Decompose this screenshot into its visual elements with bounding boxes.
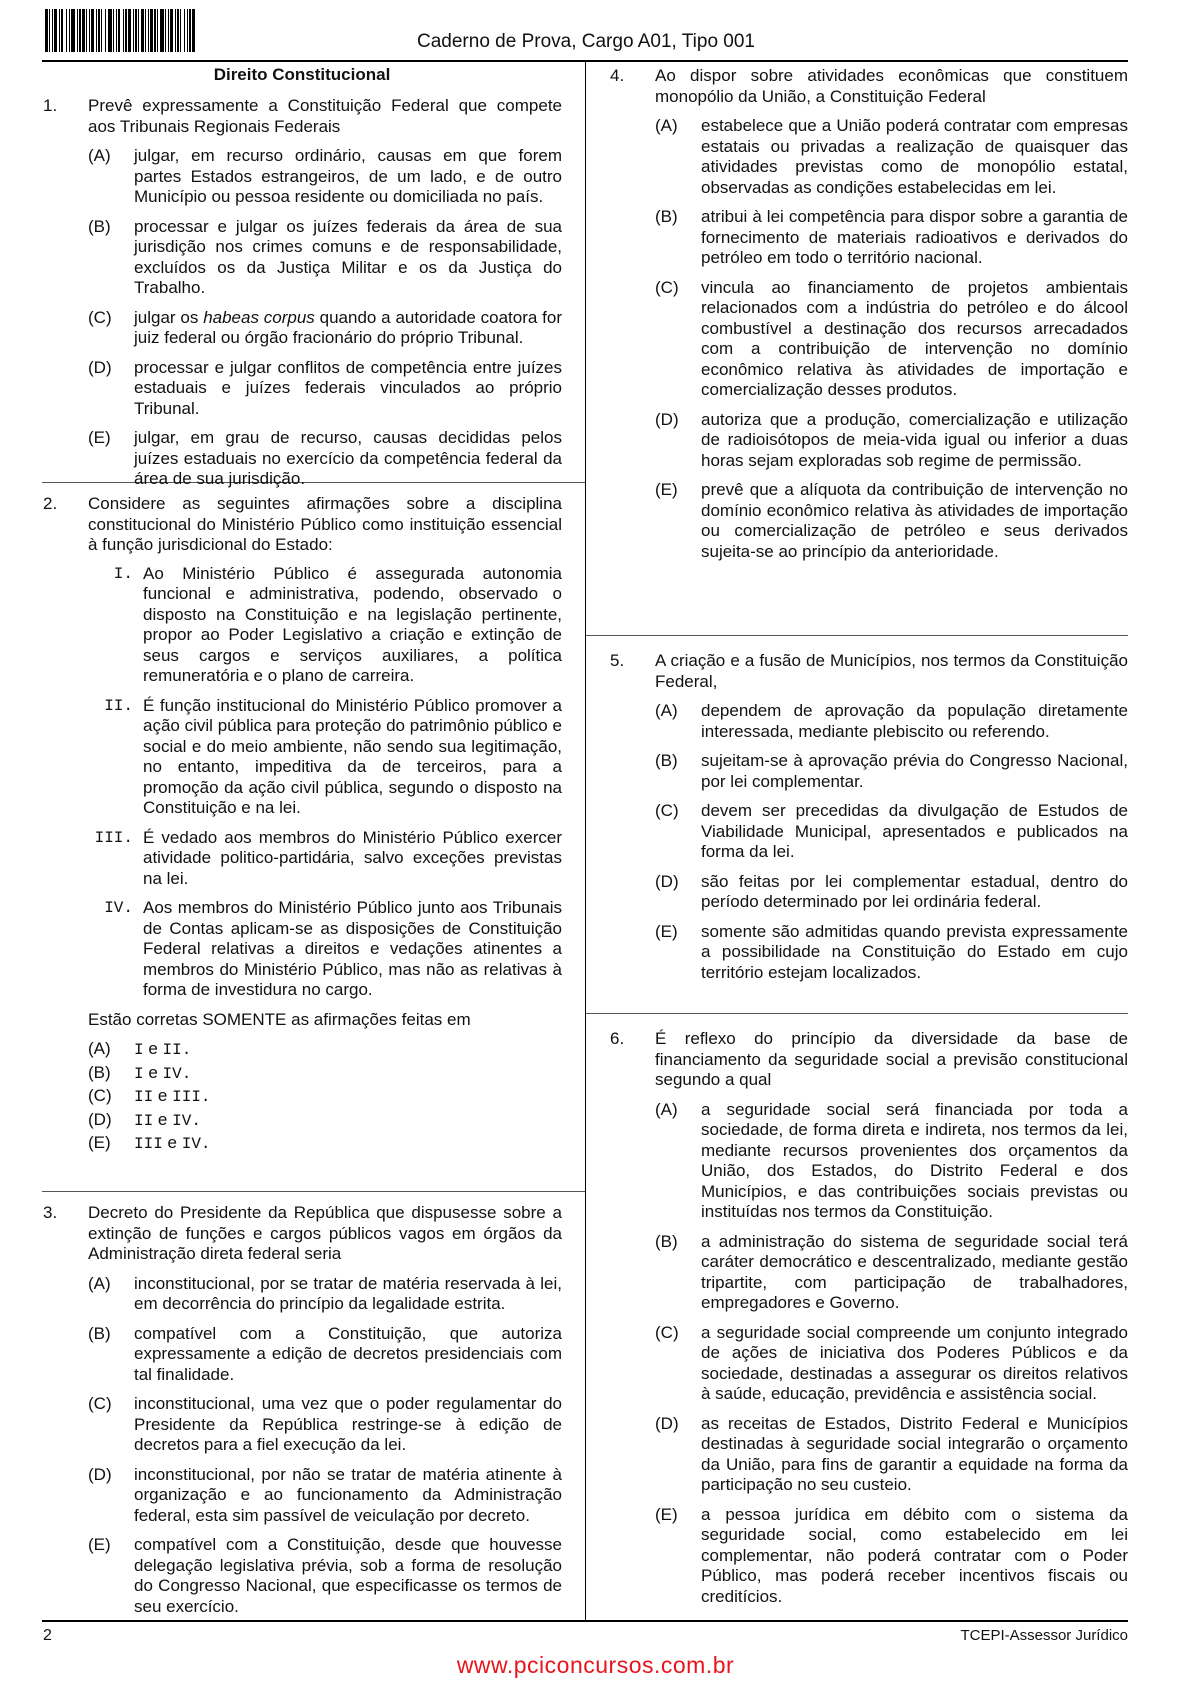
question-stem (610, 66, 1128, 107)
option-text[interactable]: processar e julgar conflitos de competência entre juízes estaduais e juízes federais vinculados ao próprio Tribunal. (134, 357, 562, 418)
option-text[interactable]: inconstitucional, por não se tratar de matéria atinente à organização e ao funcionamento da Administração federal, esta sim passível de veiculação por decreto. (134, 1464, 562, 1525)
option-text[interactable] (134, 1086, 562, 1108)
option-text[interactable]: vincula ao financiamento de projetos ambientais relacionados com a indústria do petróleo e do álcool combustível a destinação dos recursos arrecadados com a contribuição de intervenção no domínio econômico relativa às atividades de importação e comercialização desses produtos. (701, 277, 1128, 399)
statement (43, 898, 562, 1001)
section-title: Direito Constitucional (213, 65, 391, 84)
roman-numeral: IV. (181, 1135, 211, 1153)
options-list (88, 1039, 562, 1155)
answer-option[interactable] (655, 1414, 1128, 1496)
question-number: 3. (43, 1203, 58, 1222)
question-text: Decreto do Presidente da República que dispusesse sobre a extinção de funções e cargos públicos vagos em órgãos da Administração direta federal seria (88, 1203, 562, 1263)
option-label[interactable]: (E) (655, 1504, 678, 1524)
answer-option[interactable] (655, 922, 1128, 984)
conjunction: e (153, 1086, 173, 1105)
option-label[interactable]: (B) (88, 1323, 111, 1343)
roman-numeral: I (134, 1064, 144, 1083)
question-stem (610, 1029, 1128, 1091)
answer-option[interactable] (88, 358, 562, 420)
statement-text: É vedado aos membros do Ministério Público exercer atividade politico-partidária, salvo exceções previstas na lei. (143, 827, 562, 888)
option-label[interactable]: (B) (655, 1231, 678, 1251)
question-separator (586, 1013, 1128, 1014)
statement-label: IV. (104, 899, 133, 917)
statement (43, 564, 562, 687)
option-text[interactable]: devem ser precedidas da divulgação de Estudos de Viabilidade Municipal, apresentados e publicados na forma da lei. (701, 801, 1128, 861)
option-label[interactable]: (C) (88, 307, 112, 327)
option-label[interactable]: (A) (655, 1099, 678, 1119)
option-label[interactable]: (D) (655, 409, 679, 429)
answer-option[interactable] (655, 1100, 1128, 1223)
option-text[interactable]: julgar, em recurso ordinário, causas em que forem partes Estados estrangeiros, de um lado, e de outro Município ou pessoa residente ou domiciliada no país. (134, 146, 562, 206)
option-text[interactable]: somente são admitidas quando prevista expressamente a possibilidade na Constituição do Estado em cujo território estejam localizados. (701, 921, 1128, 982)
option-label[interactable]: (D) (88, 1464, 112, 1484)
question-number: 6. (610, 1029, 625, 1048)
option-text[interactable] (134, 1133, 562, 1155)
options-list (655, 116, 1128, 562)
question-stem (43, 494, 562, 556)
options-list (88, 1274, 562, 1618)
answer-option[interactable] (655, 1505, 1128, 1608)
option-label[interactable]: (D) (88, 357, 112, 377)
option-label[interactable]: (A) (88, 1273, 111, 1293)
option-label[interactable]: (B) (88, 1062, 111, 1082)
question-text: Considere as seguintes afirmações sobre a disciplina constitucional do Ministério Público como instituição essencial à função jurisdicional do Estado: (88, 494, 562, 554)
option-text[interactable]: a seguridade social compreende um conjunto integrado de ações de iniciativa dos Poderes Públicos e da sociedade, destinadas a assegurar os direitos relativos à saúde, educação, previdência e assistência social. (701, 1322, 1128, 1403)
answer-option[interactable] (88, 1110, 562, 1132)
option-label[interactable]: (D) (655, 871, 679, 891)
option-text[interactable] (134, 1039, 562, 1061)
answer-option[interactable] (655, 278, 1128, 401)
answer-option[interactable] (655, 116, 1128, 198)
question-separator (586, 635, 1128, 636)
answer-option[interactable] (655, 872, 1128, 913)
option-text[interactable] (134, 308, 562, 349)
question-text: A criação e a fusão de Municípios, nos termos da Constituição Federal, (655, 651, 1128, 691)
statement-text: É função institucional do Ministério Público promover a ação civil pública para proteção do patrimônio público e social e do meio ambiente, não sendo sua legitimação, no entanto, impeditiva da de terceiros, para a promoção da ação civil pública, segundo o disposto na Constituição e na lei. (143, 695, 562, 817)
option-text[interactable]: julgar, em grau de recurso, causas decididas pelos juízes estaduais no exercício da competência federal da área de sua jurisdição. (134, 428, 562, 488)
statement-label: I. (113, 564, 133, 583)
page-number: 2 (43, 1627, 52, 1644)
option-label[interactable]: (A) (655, 116, 678, 135)
answer-option[interactable] (88, 146, 562, 208)
question-1 (43, 96, 562, 499)
option-label[interactable]: (E) (88, 1133, 111, 1152)
answer-option[interactable] (88, 1394, 562, 1456)
option-label[interactable]: (E) (655, 480, 678, 499)
option-text[interactable]: a pessoa jurídica em débito com o sistema da seguridade social, como estabelecido em lei complementar, não poderá contratar com o Poder Público, mas poderá receber incentivos fiscais ou creditícios. (701, 1504, 1128, 1606)
option-text-part: quando a autoridade coatora for juiz federal ou órgão fracionário do próprio Tribunal. (134, 307, 562, 347)
answer-option[interactable] (655, 1323, 1128, 1405)
options-list (655, 701, 1128, 983)
question-number: 2. (43, 494, 58, 513)
answer-option[interactable] (88, 1133, 562, 1155)
option-text[interactable]: a seguridade social será financiada por toda a sociedade, de forma direta e indireta, nos termos da lei, mediante recursos provenientes dos orçamentos da União, dos Estados, do Distrito Federal e dos Municípios, e das contribuições sociais previstas ou instituídas nos termos da Constituição. (701, 1099, 1128, 1221)
option-label[interactable]: (A) (88, 1039, 111, 1058)
answer-option[interactable] (655, 701, 1128, 742)
roman-numeral: II. (162, 1041, 192, 1059)
answer-option[interactable] (655, 1232, 1128, 1314)
answer-option[interactable] (88, 1086, 562, 1108)
answer-option[interactable] (88, 1324, 562, 1386)
option-label[interactable]: (E) (88, 1535, 111, 1554)
answer-option[interactable] (88, 1039, 562, 1061)
option-text[interactable] (134, 1110, 562, 1132)
option-text-italic: habeas corpus (203, 307, 315, 327)
option-label[interactable]: (B) (88, 216, 111, 236)
option-text[interactable]: compatível com a Constituição, desde que houvesse delegação legislativa prévia, sob a forma de resolução do Congresso Nacional, que especificasse os termos de seu exercício. (134, 1535, 562, 1616)
answer-option[interactable] (655, 410, 1128, 472)
roman-numeral: I (134, 1041, 144, 1059)
option-text[interactable] (134, 1063, 562, 1085)
option-text[interactable]: estabelece que a União poderá contratar com empresas estatais ou privadas a realização de quaisquer das atividades previstas como de monopólio estatal, observadas as condições estabelecidas em lei. (701, 116, 1128, 197)
roman-numeral: IV. (172, 1111, 201, 1130)
statement-label: III. (94, 828, 133, 847)
answer-option[interactable] (88, 1535, 562, 1617)
options-list (655, 1100, 1128, 1608)
answer-option[interactable] (655, 480, 1128, 562)
answer-option[interactable] (655, 801, 1128, 863)
barcode (45, 9, 400, 52)
roman-numeral: II (134, 1111, 154, 1130)
option-text[interactable]: as receitas de Estados, Distrito Federal e Municípios destinadas à seguridade social integrarão o orçamento da União, para fins de garantir a equidade na forma da participação no seu custeio. (701, 1413, 1128, 1494)
option-label[interactable]: (C) (655, 1322, 679, 1342)
option-label[interactable]: (C) (88, 1086, 112, 1105)
column-divider (585, 62, 586, 1621)
option-text[interactable]: atribui à lei competência para dispor sobre a garantia de fornecimento de materiais radioativos e derivados do petróleo em todo o território nacional. (701, 207, 1128, 267)
statement (43, 828, 562, 890)
question-lead: Estão corretas SOMENTE as afirmações feitas em (88, 1009, 471, 1029)
conjunction: e (143, 1062, 163, 1082)
statement (43, 696, 562, 819)
question-text: É reflexo do princípio da diversidade da base de financiamento da seguridade social a previsão constitucional segundo a qual (655, 1029, 1128, 1089)
roman-numeral: III (134, 1135, 163, 1153)
question-2 (43, 494, 562, 1157)
answer-option[interactable] (88, 1063, 562, 1085)
exam-code: TCEPI-Assessor Jurídico (960, 1627, 1128, 1644)
option-label[interactable]: (B) (655, 751, 678, 770)
option-text[interactable]: sujeitam-se à aprovação prévia do Congresso Nacional, por lei complementar. (701, 751, 1128, 791)
option-text[interactable]: são feitas por lei complementar estadual, dentro do período determinado por lei ordinária federal. (701, 871, 1128, 911)
option-text[interactable]: inconstitucional, por se tratar de matéria reservada à lei, em decorrência do princípio da legalidade estrita. (134, 1273, 562, 1313)
answer-option[interactable] (655, 751, 1128, 792)
answer-option[interactable] (88, 217, 562, 299)
question-number: 5. (610, 651, 625, 670)
option-label[interactable]: (D) (655, 1413, 679, 1433)
footer-rule (42, 1620, 1128, 1622)
question-3 (43, 1203, 562, 1626)
option-label[interactable]: (A) (655, 701, 678, 720)
option-text[interactable]: prevê que a alíquota da contribuição de intervenção no domínio econômico relativa às atividades de importação ou comercialização de petróleo e seus derivados sujeita-se ao princípio da anterioridade. (701, 480, 1128, 561)
question-stem (43, 96, 562, 137)
roman-numeral: IV. (162, 1064, 192, 1083)
website-link[interactable]: www.pciconcursos.com.br (456, 1652, 735, 1678)
question-6 (610, 1029, 1128, 1616)
option-text[interactable]: compatível com a Constituição, que autoriza expressamente a edição de decretos presidenciais com tal finalidade. (134, 1323, 562, 1384)
option-label[interactable]: (D) (88, 1109, 112, 1129)
conjunction: e (143, 1039, 163, 1058)
option-label[interactable]: (C) (655, 801, 679, 820)
roman-numeral: III. (172, 1088, 211, 1106)
option-label[interactable]: (C) (655, 277, 679, 297)
statement-text: Aos membros do Ministério Público junto aos Tribunais de Contas aplicam-se as disposições de Constituição Federal relativas a direitos e vedações atinentes a membros do Ministério Público, mas não as relativas à forma de investidura no cargo. (143, 898, 562, 999)
question-number: 1. (43, 96, 58, 115)
option-text[interactable]: processar e julgar os juízes federais da área de sua jurisdição nos crimes comuns e de responsabilidade, excluídos os da Justiça Militar e os da Justiça do Trabalho. (134, 216, 562, 297)
question-4 (610, 66, 1128, 571)
answer-option[interactable] (655, 207, 1128, 269)
statement-text: Ao Ministério Público é assegurada autonomia funcional e administrativa, podendo, observado o disposto na Constituição e na legislação pertinente, propor ao Poder Legislativo a criação e extinção de seus cargos e serviços auxiliares, a política remuneratória e o plano de carreira. (143, 563, 562, 685)
option-text[interactable]: a administração do sistema de seguridade social terá caráter democrático e descentralizado, mediante gestão tripartite, com participação de trabalhadores, empregadores e Governo. (701, 1231, 1128, 1312)
option-text[interactable]: inconstitucional, uma vez que o poder regulamentar do Presidente da República restringe-se à edição de decretos para a fiel execução da lei. (134, 1394, 562, 1454)
question-stem (43, 1203, 562, 1265)
answer-option[interactable] (88, 308, 562, 349)
question-number: 4. (610, 66, 625, 85)
answer-option[interactable] (88, 1274, 562, 1315)
question-separator (42, 1191, 585, 1192)
question-text: Ao dispor sobre atividades econômicas que constituem monopólio da União, a Constituição Federal (655, 66, 1128, 106)
statement-label: II. (104, 696, 133, 715)
question-5 (610, 651, 1128, 992)
option-text[interactable]: autoriza que a produção, comercialização e utilização de radioisótopos de meia-vida igual ou inferior a duas horas sejam exploradas sob regime de permissão. (701, 409, 1128, 470)
option-label[interactable]: (A) (88, 146, 111, 165)
option-text-part: julgar os (134, 307, 204, 327)
header-title: Caderno de Prova, Cargo A01, Tipo 001 (417, 31, 756, 52)
option-label[interactable]: (E) (88, 428, 111, 447)
answer-option[interactable] (88, 428, 562, 490)
question-text: Prevê expressamente a Constituição Federal que compete aos Tribunais Regionais Federais (88, 96, 562, 136)
answer-option[interactable] (88, 1465, 562, 1527)
statements-list (43, 564, 562, 1001)
conjunction: e (162, 1133, 182, 1152)
option-label[interactable]: (C) (88, 1394, 112, 1413)
option-text[interactable]: dependem de aprovação da população diretamente interessada, mediante plebiscito ou referendo. (701, 701, 1128, 741)
options-list (88, 146, 562, 490)
roman-numeral: II (134, 1088, 154, 1106)
option-label[interactable]: (E) (655, 921, 678, 941)
option-label[interactable]: (B) (655, 207, 678, 226)
conjunction: e (153, 1109, 173, 1129)
question-stem (610, 651, 1128, 692)
